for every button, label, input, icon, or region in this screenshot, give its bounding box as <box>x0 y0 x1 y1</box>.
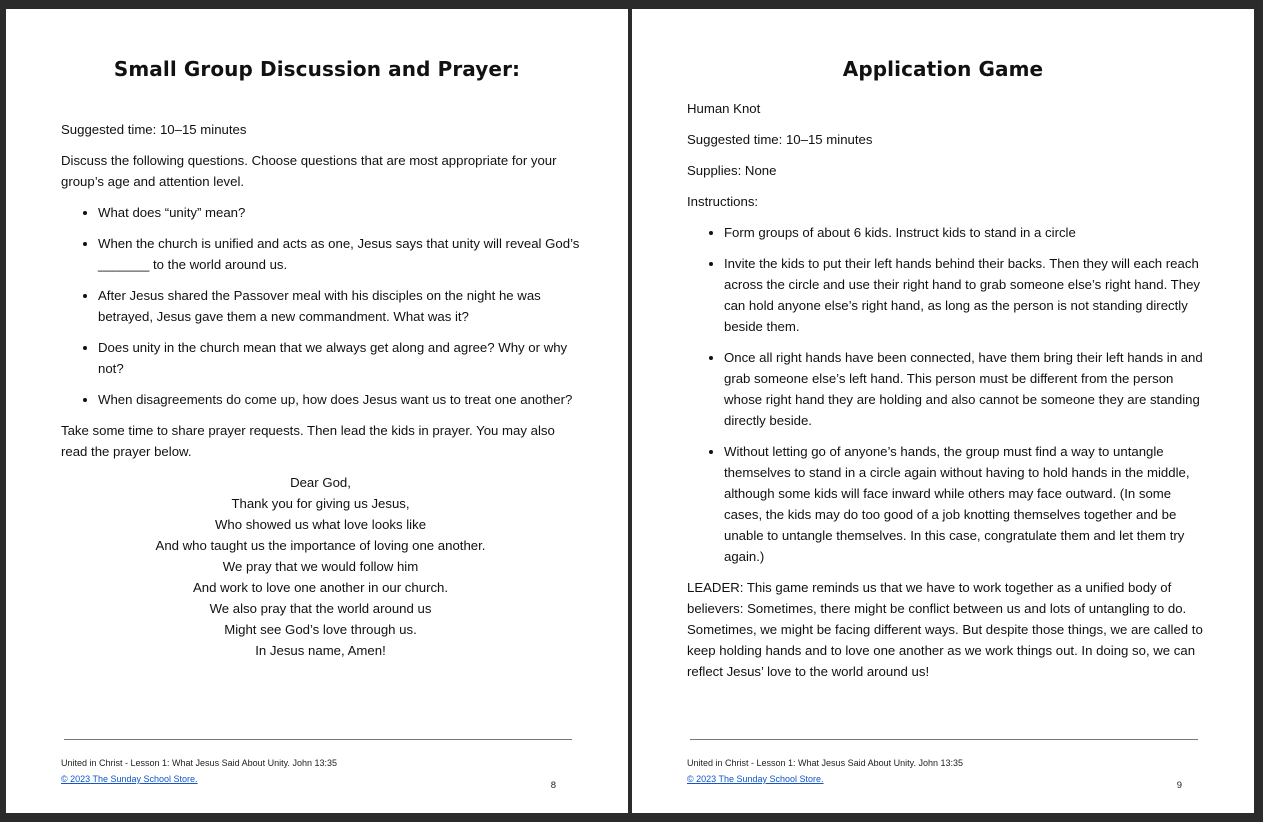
footer-copyright-link[interactable]: © 2023 The Sunday School Store. <box>61 774 198 784</box>
list-item: • Form groups of about 6 kids. Instruct kids to stand in a circle <box>724 222 1206 243</box>
prayer-text <box>61 472 580 661</box>
prayer-line: Might see God’s love through us. <box>224 622 417 637</box>
page-title: Application Game <box>842 57 1044 81</box>
prayer-line: And work to love one another in our church. <box>192 580 449 595</box>
list-item: • Without letting go of anyone’s hands, the group must find a way to untangle themselves to stand in a circle again without having to hold hands in the middle, although some kids will face inward while others may face outward. (In some cases, the kids may do too good of a job knotting themselves together and be unable to untangle themselves. In this case, congratulate them and let them try again.) <box>724 441 1206 567</box>
list-item: • Once all right hands have been connected, have them bring their left hands in and grab someone else’s left hand. This person must be different from the person whose right hand they are holding and also cannot be someone they are standing directly beside. <box>724 347 1206 431</box>
suggested-time: Suggested time: 10–15 minutes <box>61 122 247 137</box>
footer-lesson-text: United in Christ - Lesson 1: What Jesus Said About Unity. John 13:35 <box>61 758 337 768</box>
prayer-line: We also pray that the world around us <box>209 601 432 616</box>
prayer-line: In Jesus name, Amen! <box>255 643 386 658</box>
instruction-list <box>687 222 1206 567</box>
supplies: Supplies: None <box>687 163 777 178</box>
list-item: • What does “unity” mean? <box>98 202 580 223</box>
footer-lesson-text: United in Christ - Lesson 1: What Jesus Said About Unity. John 13:35 <box>687 758 963 768</box>
suggested-time: Suggested time: 10–15 minutes <box>687 132 873 147</box>
prayer-line: We pray that we would follow him <box>222 559 419 574</box>
list-item: • Invite the kids to put their left hands behind their backs. Then they will each reach across the circle and use their right hand to grab someone else’s right hand. They can hold anyone else’s right hand, as long as the person is not standing directly beside them. <box>724 253 1206 337</box>
list-item: • Does unity in the church mean that we always get along and agree? Why or why not? <box>98 337 580 379</box>
leader-note: LEADER: This game reminds us that we have to work together as a unified body of believers: Sometimes, there might be conflict between us and lots of untangling to do. Sometimes, we might be facing different ways. But despite those things, we are called to keep holding hands and to love one another as we work things out. In doing so, we can reflect Jesus’ love to the world around us! <box>687 580 1203 679</box>
question-list <box>61 202 580 410</box>
page-number: 9 <box>1176 780 1182 791</box>
prayer-line: Dear God, <box>290 475 351 490</box>
footer-copyright-link[interactable]: © 2023 The Sunday School Store. <box>687 774 824 784</box>
prayer-intro: Take some time to share prayer requests. Then lead the kids in prayer. You may also read the prayer below. <box>61 423 555 459</box>
prayer-line: Who showed us what love looks like <box>214 517 427 532</box>
prayer-line: And who taught us the importance of loving one another. <box>155 538 486 553</box>
footer <box>687 755 963 787</box>
game-name: Human Knot <box>687 101 761 116</box>
page-number: 8 <box>550 780 556 791</box>
list-item: • When the church is unified and acts as one, Jesus says that unity will reveal God’s _______ to the world around us. <box>98 233 580 275</box>
discussion-intro: Discuss the following questions. Choose questions that are most appropriate for your group’s age and attention level. <box>61 153 557 189</box>
footer-divider <box>690 739 1198 740</box>
page-8 <box>6 9 628 813</box>
page-title: Small Group Discussion and Prayer: <box>113 57 521 81</box>
footer <box>61 755 337 787</box>
page-content <box>687 98 1206 692</box>
prayer-line: Thank you for giving us Jesus, <box>231 496 410 511</box>
instructions-label: Instructions: <box>687 194 759 209</box>
list-item: • When disagreements do come up, how does Jesus want us to treat one another? <box>98 389 580 410</box>
page-9 <box>632 9 1254 813</box>
page-content <box>61 119 580 661</box>
list-item: • After Jesus shared the Passover meal with his disciples on the night he was betrayed, Jesus gave them a new commandment. What was it? <box>98 285 580 327</box>
footer-divider <box>64 739 572 740</box>
